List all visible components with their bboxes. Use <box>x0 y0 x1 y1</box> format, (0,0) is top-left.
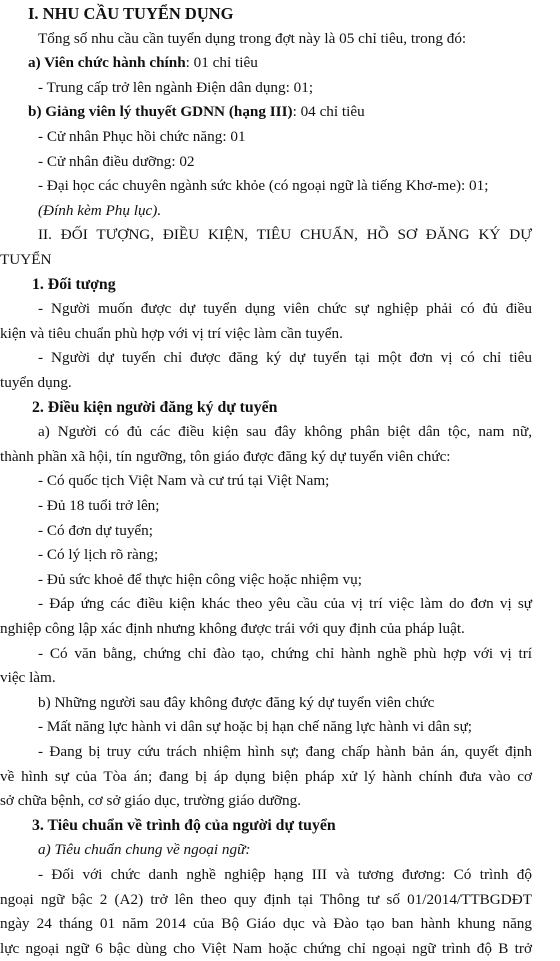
line-text: 1. Đối tượng <box>32 275 116 293</box>
document-line <box>0 691 560 715</box>
line-text: - Có văn bằng, chứng chỉ đào tạo, chứng chỉ hành nghề phù hợp với vị trí <box>38 644 532 662</box>
document-line <box>0 937 560 961</box>
document-line <box>0 814 560 838</box>
line-text: a) Tiêu chuẩn chung về ngoại ngữ: <box>38 841 251 859</box>
line-text: (Đính kèm Phụ lục). <box>38 201 162 219</box>
line-text: 3. Tiêu chuẩn về trình độ của người dự tuyển <box>32 816 336 834</box>
document-line <box>0 51 560 75</box>
line-text: lực ngoại ngữ 6 bậc dùng cho Việt Nam hoặc chứng chỉ ngoại ngữ trình độ B trở <box>0 939 532 957</box>
line-heading-part: a) Viên chức hành chính <box>28 54 186 72</box>
line-text: TUYỂN <box>0 251 52 268</box>
document-line <box>0 617 560 641</box>
line-text: - Có lý lịch rõ ràng; <box>38 546 159 564</box>
document-line <box>0 2 560 26</box>
line-text: - Có quốc tịch Việt Nam và cư trú tại Việt Nam; <box>38 472 330 490</box>
document-line <box>0 543 560 567</box>
document-line <box>0 100 560 124</box>
document-line <box>0 199 560 223</box>
document-line <box>0 789 560 813</box>
line-text: việc làm. <box>0 669 56 687</box>
document-line <box>0 765 560 789</box>
document-line <box>0 838 560 862</box>
line-text: sở chữa bệnh, cơ sở giáo dục, trường giáo dưỡng. <box>0 792 302 810</box>
line-text: về hình sự của Tòa án; đang bị áp dụng biện pháp xử lý hành chính đưa vào cơ <box>0 767 532 785</box>
document-line <box>0 346 560 370</box>
document-line <box>0 76 560 100</box>
document-line <box>0 248 560 272</box>
line-text: - Đáp ứng các điều kiện khác theo yêu cầu của vị trí việc làm do đơn vị sự <box>38 595 532 613</box>
document-line <box>0 273 560 297</box>
line-text: - Cử nhân điều dưỡng: 02 <box>38 152 195 170</box>
document-line <box>0 371 560 395</box>
document-line <box>0 150 560 174</box>
line-text: II. ĐỐI TƯỢNG, ĐIỀU KIỆN, TIÊU CHUẨN, HỒ SƠ ĐĂNG KÝ DỰ <box>38 226 532 244</box>
document-line <box>0 666 560 690</box>
line-text: - Trung cấp trở lên ngành Điện dân dụng: 01; <box>38 78 314 96</box>
line-text: - Cử nhân Phục hồi chức năng: 01 <box>38 128 246 145</box>
document-line <box>0 27 560 51</box>
line-text: a) Người có đủ các điều kiện sau đây không phân biệt dân tộc, nam nữ, <box>38 423 532 441</box>
document-line <box>0 888 560 912</box>
line-text: - Đối với chức danh nghề nghiệp hạng III và tương đương: Có trình độ <box>38 866 532 883</box>
line-text: - Đủ 18 tuổi trở lên; <box>38 497 160 514</box>
line-text: - Đại học các chuyên ngành sức khỏe (có ngoại ngữ là tiếng Khơ-me): 01; <box>38 177 489 195</box>
line-text: b) Những người sau đây không được đăng ký dự tuyển viên chức <box>38 693 435 711</box>
line-text: thành phần xã hội, tín ngưỡng, tôn giáo được đăng ký dự tuyển viên chức: <box>0 447 451 465</box>
document-line <box>0 519 560 543</box>
document-line <box>0 642 560 666</box>
document-line <box>0 223 560 247</box>
document-line <box>0 715 560 739</box>
line-text: - Người muốn được dự tuyển dụng viên chức sự nghiệp phải có đủ điều <box>38 300 532 318</box>
line-text: - Mất năng lực hành vi dân sự hoặc bị hạn chế năng lực hành vi dân sự; <box>38 718 473 736</box>
line-text: ngoại ngữ bậc 2 (A2) trở lên theo quy định tại Thông tư số 01/2014/TTBGDĐT <box>0 890 532 908</box>
line-heading-part: b) Giảng viên lý thuyết GDNN (hạng III) <box>28 103 293 121</box>
line-text: - Người dự tuyển chỉ được đăng ký dự tuyển tại một đơn vị có chỉ tiêu <box>38 349 532 367</box>
document-line <box>0 863 560 887</box>
line-text: - Đang bị truy cứu trách nhiệm hình sự; đang chấp hành bản án, quyết định <box>38 743 532 760</box>
document-line <box>0 125 560 149</box>
line-text-part: : 04 chỉ tiêu <box>292 103 365 121</box>
document-line <box>0 445 560 469</box>
document-line <box>0 396 560 420</box>
line-text: tuyển dụng. <box>0 374 72 391</box>
document-line <box>0 322 560 346</box>
document-line <box>0 469 560 493</box>
document-line <box>0 912 560 936</box>
document-line <box>0 568 560 592</box>
document-line <box>0 174 560 198</box>
line-text: nghiệp công lập xác định nhưng không được trái với quy định của pháp luật. <box>0 620 465 637</box>
line-text: - Có đơn dự tuyển; <box>38 521 153 539</box>
document-line <box>0 740 560 764</box>
line-text: ngày 24 tháng 01 năm 2014 của Bộ Giáo dục và Đào tạo ban hành khung năng <box>0 915 532 933</box>
line-text: 2. Điều kiện người đăng ký dự tuyển <box>32 398 278 416</box>
line-text: - Đủ sức khoẻ để thực hiện công việc hoặc nhiệm vụ; <box>38 570 362 588</box>
document-line <box>0 494 560 518</box>
line-text: I. NHU CẦU TUYỂN DỤNG <box>28 4 234 23</box>
document-line <box>0 420 560 444</box>
line-text: kiện và tiêu chuẩn phù hợp với vị trí việc làm cần tuyển. <box>0 324 343 342</box>
document-line <box>0 297 560 321</box>
line-text: Tổng số nhu cầu cần tuyển dụng trong đợt này là 05 chỉ tiêu, trong đó: <box>38 29 467 47</box>
line-text-part: : 01 chỉ tiêu <box>185 54 258 72</box>
document-line <box>0 592 560 616</box>
